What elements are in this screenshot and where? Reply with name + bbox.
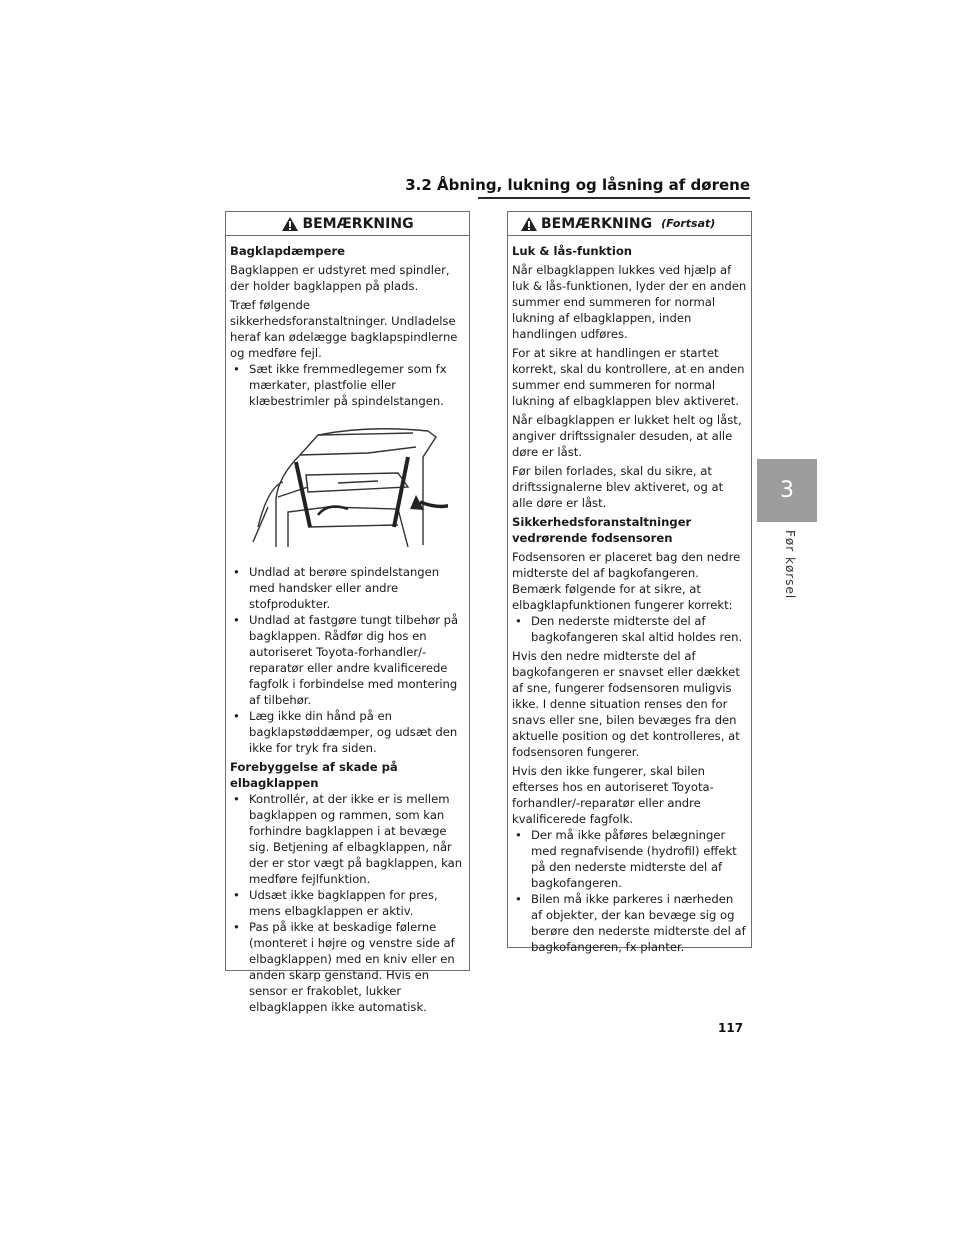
section-title: 3.2 Åbning, lukning og låsning af dørene [405, 176, 750, 194]
heading-prevent-damage: Forebyggelse af skade på elbagklappen [230, 760, 398, 790]
list-item: • Undlad at fastgøre tungt tilbehør på bagklappen. Rådfør dig hos en autoriseret Toyota-forhandler/-reparatør eller andre kvalificerede fagfolk i forbindelse med montering af tilbehør. [233, 612, 465, 708]
paragraph: Hvis den ikke fungerer, skal bilen efterses hos en autoriseret Toyota-forhandler/-reparatør eller andre kvalificerede fagfolk. [512, 764, 714, 826]
continued-label: (Fortsat) [661, 216, 716, 230]
notice-title: BEMÆRKNING [541, 215, 653, 232]
paragraph: Bagklappen er udstyret med spindler, der holder bagklappen på plads. [230, 263, 450, 293]
notice-header [508, 212, 751, 236]
warning-icon [520, 216, 538, 232]
paragraph: Før bilen forlades, skal du sikre, at driftssignalerne blev aktiveret, og at alle døre er låst. [512, 464, 724, 510]
paragraph: Hvis den nedre midterste del af bagkofangeren er snavset eller dækket af sne, fungerer fodsensoren muligvis ikke. I denne situation renses den for snavs eller sne, bilen bevæges fra den aktuelle position og det kontrolleres, at fodsensoren fungerer. [512, 649, 740, 759]
paragraph: Når elbagklappen er lukket helt og låst, angiver driftssignaler desuden, at alle døre er låst. [512, 413, 742, 459]
list-item: • Læg ikke din hånd på en bagklapstøddæmper, og udsæt den ikke for tryk fra siden. [233, 708, 465, 756]
notice-title: BEMÆRKNING [302, 215, 414, 232]
list-item: • Kontrollér, at der ikke er is mellem bagklappen og rammen, som kan forhindre bagklappen i at bevæge sig. Betjening af elbagklappen, når der er stor vægt på bagklappen, kan medføre fejlfunktion. [233, 791, 465, 887]
paragraph: Fodsensoren er placeret bag den nedre midterste del af bagkofangeren. Bemærk følgende for at sikre, at elbagklapfunktionen fungerer korrekt: [512, 550, 741, 612]
notice-box-left [225, 211, 470, 1014]
list-item: • Bilen må ikke parkeres i nærheden af objekter, der kan bevæge sig og berøre den nederste midterste del af bagkofangeren, fx planter. [515, 891, 747, 955]
heading-tailgate-dampers: Bagklapdæmpere [230, 244, 346, 258]
chapter-label: Før kørsel [783, 530, 797, 600]
list-item: • Der må ikke påføres belægninger med regnafvisende (hydrofil) effekt på den nederste midterste del af bagkofangeren. [515, 827, 747, 891]
paragraph: For at sikre at handlingen er startet korrekt, skal du kontrollere, at en anden summer end summeren for normal lukning af elbagklappen blev aktiveret. [512, 346, 745, 408]
tailgate-spindle-illustration [248, 417, 448, 552]
warning-icon [281, 216, 299, 232]
chapter-tab[interactable]: 3 [757, 459, 817, 522]
paragraph: Træf følgende sikkerhedsforanstaltninger. Undladelse heraf kan ødelægge bagklapspindlerne og medføre fejl. [230, 298, 458, 360]
paragraph: Når elbagklappen lukkes ved hjælp af luk & lås-funktionen, lyder der en anden summer end summeren for normal lukning af elbagklappen, inden handlingen udføres. [512, 263, 747, 341]
list-item: • Den nederste midterste del af bagkofangeren skal altid holdes ren. [515, 613, 747, 645]
list-item: • Undlad at berøre spindelstangen med handsker eller andre stofprodukter. [233, 564, 465, 612]
list-item: • Pas på ikke at beskadige følerne (monteret i højre og venstre side af elbagklappen) med en kniv eller en anden skarp genstand. Hvis en sensor er frakoblet, lukker elbagklappen ikke automatisk. [233, 919, 465, 1015]
list-item: • Sæt ikke fremmedlegemer som fx mærkater, plastfolie eller klæbestrimler på spindelstangen. [233, 361, 465, 409]
heading-close-lock: Luk & lås-funktion [512, 244, 633, 258]
list-item: • Udsæt ikke bagklappen for pres, mens elbagklappen er aktiv. [233, 887, 465, 919]
heading-foot-sensor: Sikkerhedsforanstaltninger vedrørende fodsensoren [512, 515, 692, 545]
header-rule [478, 197, 750, 199]
page-number: 117 [718, 1021, 744, 1035]
notice-box-right [507, 211, 752, 954]
notice-header [226, 212, 469, 236]
